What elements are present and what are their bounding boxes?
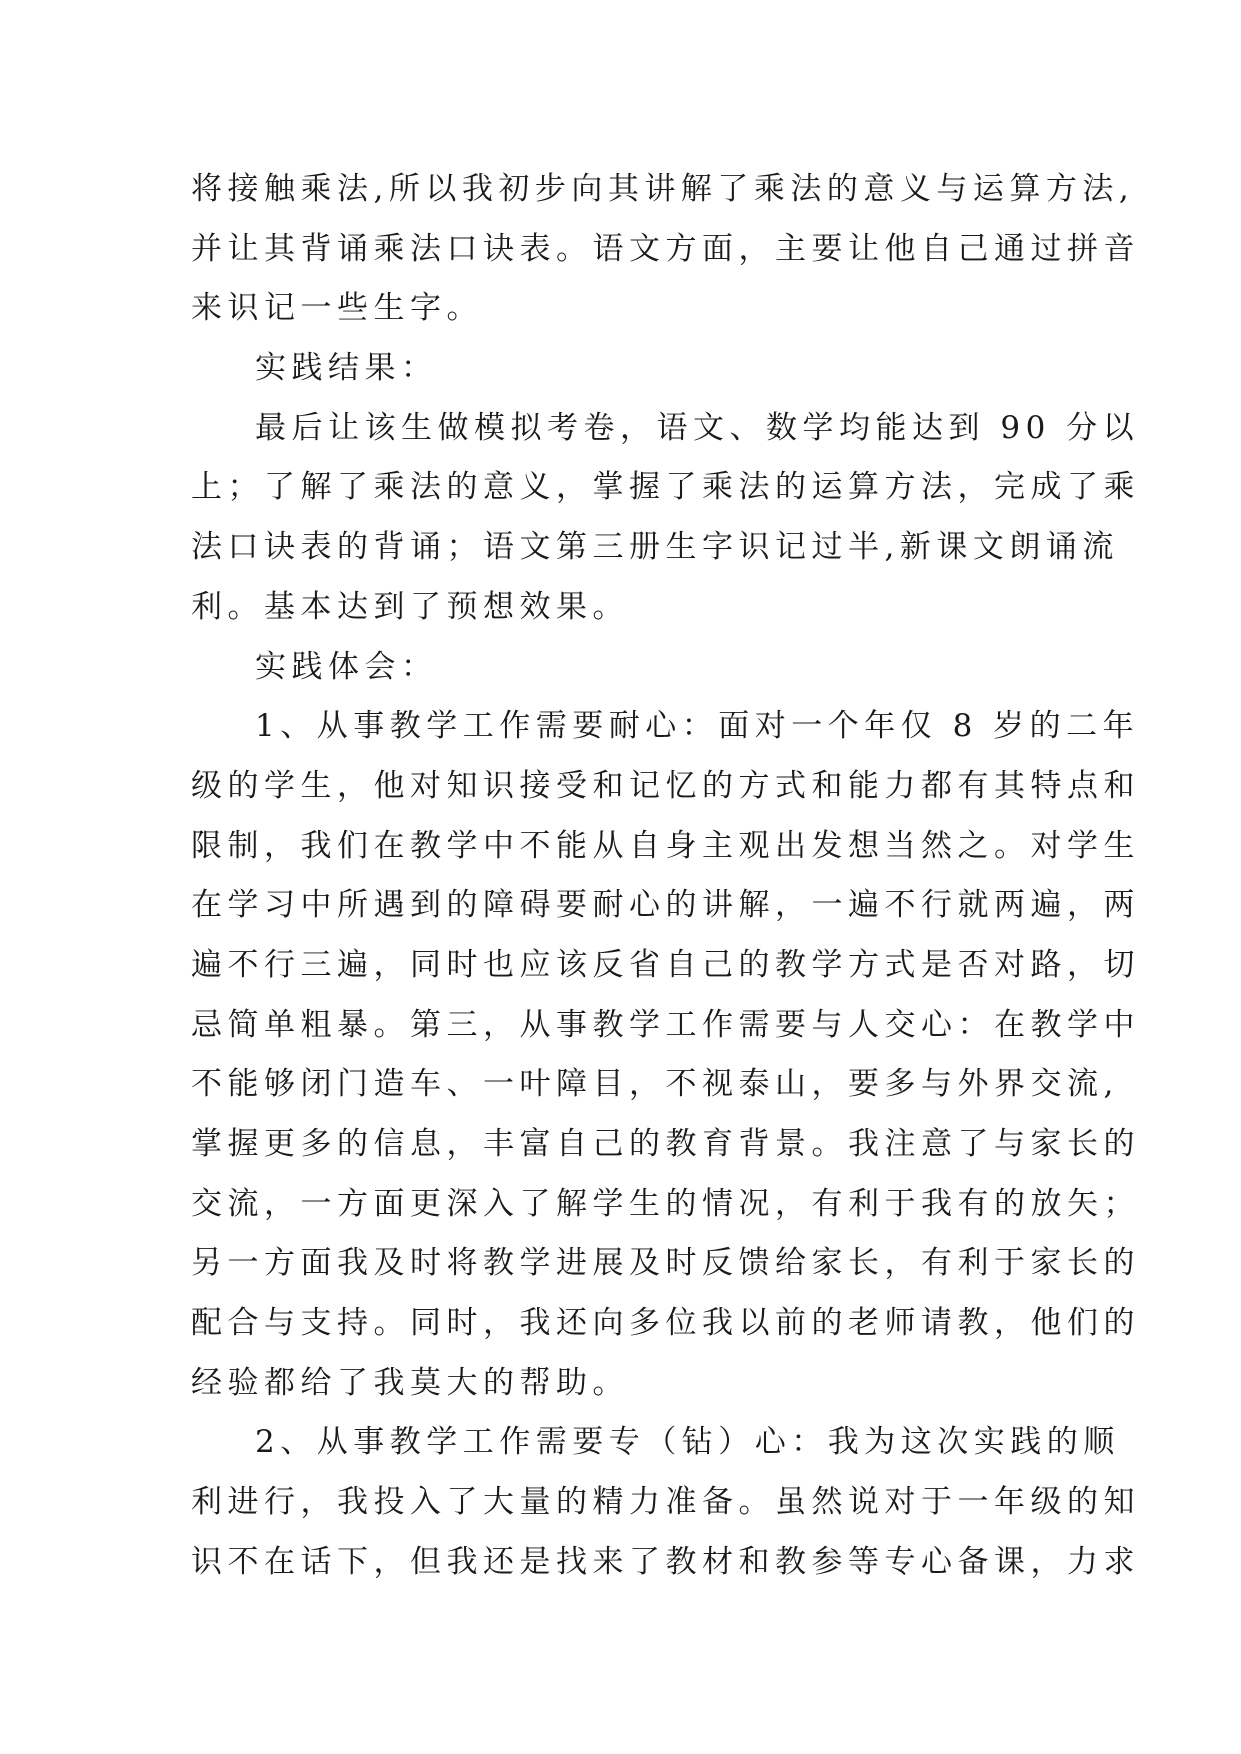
text-line: 来识记一些生字。 [191,290,483,327]
text-line: 限制，我们在教学中不能从自身主观出发想当然之。对学生 [191,827,1140,864]
text-line: 配合与支持。同时，我还向多位我以前的老师请教，他们的 [191,1305,1140,1342]
text-line: 1、从事教学工作需要耐心：面对一个年仅 8 岁的二年 [255,708,1140,745]
text-line: 另一方面我及时将教学进展及时反馈给家长，有利于家长的 [191,1245,1140,1282]
text-line: 不能够闭门造车、一叶障目，不视泰山，要多与外界交流, [191,1066,1119,1103]
text-line: 在学习中所遇到的障碍要耐心的讲解，一遍不行就两遍，两 [191,887,1140,924]
text-line: 利进行，我投入了大量的精力准备。虽然说对于一年级的知 [191,1484,1140,1521]
text-line: 最后让该生做模拟考卷，语文、数学均能达到 90 分以 [255,409,1140,446]
text-line: 利。基本达到了预想效果。 [191,588,629,625]
section-heading-results: 实践结果： [255,350,438,387]
text-line: 经验都给了我莫大的帮助。 [191,1364,629,1401]
text-line: 上；了解了乘法的意义，掌握了乘法的运算方法，完成了乘 [191,469,1140,506]
text-line: 忌简单粗暴。第三，从事教学工作需要与人交心：在教学中 [191,1006,1140,1043]
text-line: 交流，一方面更深入了解学生的情况，有利于我有的放矢； [191,1185,1140,1222]
text-line: 法口诀表的背诵；语文第三册生字识记过半,新课文朗诵流 [191,529,1119,566]
text-line: 级的学生，他对知识接受和记忆的方式和能力都有其特点和 [191,767,1140,804]
section-heading-reflections: 实践体会： [255,648,438,685]
text-line: 将接触乘法,所以我初步向其讲解了乘法的意义与运算方法, [191,171,1135,207]
text-line: 遍不行三遍，同时也应该反省自己的教学方式是否对路，切 [191,946,1140,983]
document-body [191,160,1140,1593]
text-line: 2、从事教学工作需要专（钻）心：我为这次实践的顺 [255,1424,1120,1461]
text-line: 识不在话下，但我还是找来了教材和教参等专心备课，力求 [191,1543,1140,1580]
text-line: 掌握更多的信息，丰富自己的教育背景。我注意了与家长的 [191,1126,1140,1162]
text-line: 并让其背诵乘法口诀表。语文方面，主要让他自己通过拼音 [191,230,1140,267]
